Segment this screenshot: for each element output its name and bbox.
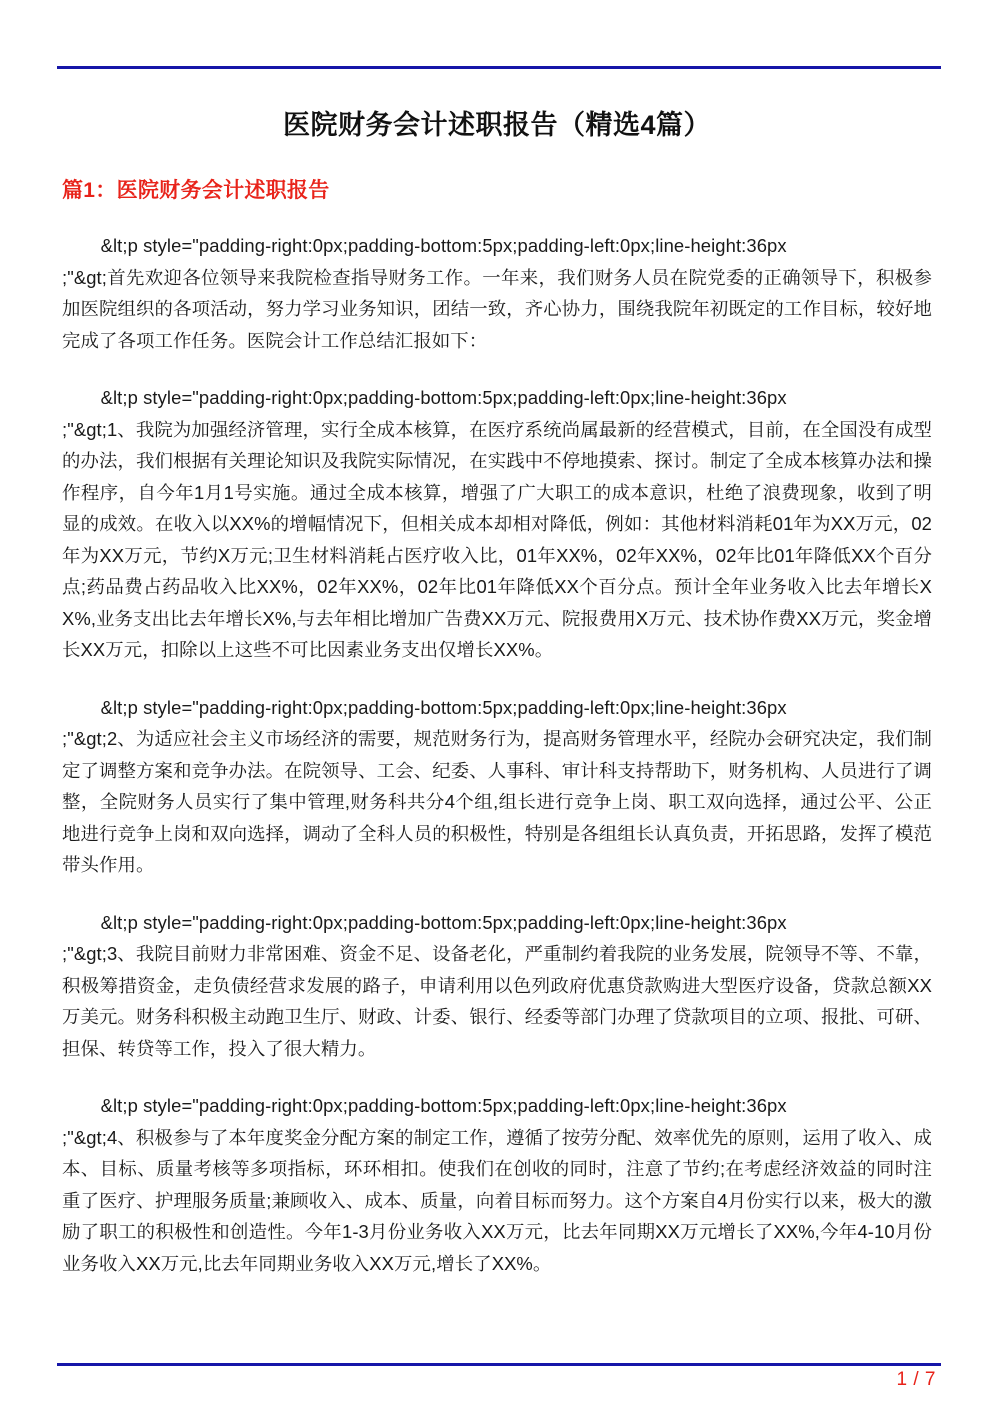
page-title: 医院财务会计述职报告（精选4篇）	[282, 110, 711, 140]
footer-rule	[57, 1363, 941, 1366]
paragraph-body: ;"&gt;首先欢迎各位领导来我院检查指导财务工作。一年来，我们财务人员在院党委的正确领导下，积极参加医院组织的各项活动，努力学习业务知识，团结一致，齐心协力，围绕我院年初既定的工作目标，较好地完成了各项工作任务。医院会计工作总结汇报如下：	[62, 266, 932, 351]
paragraph-block	[62, 692, 932, 881]
section-heading: 篇1：医院财务会计述职报告	[62, 179, 330, 203]
paragraph-block	[62, 907, 932, 1065]
paragraph-block	[62, 230, 932, 356]
document-content	[62, 108, 932, 1279]
paragraph-block	[62, 1090, 932, 1279]
paragraph-block	[62, 382, 932, 666]
paragraph-body: ;"&gt;1、我院为加强经济管理，实行全成本核算，在医疗系统尚属最新的经营模式，目前，在全国没有成型的办法，我们根据有关理论知识及我院实际情况，在实践中不停地摸索、探讨。制定了全成本核算办法和操作程序，自今年1月1号实施。通过全成本核算，增强了广大职工的成本意识，杜绝了浪费现象，收到了明显的成效。在收入以XX%的增幅情况下，但相关成本却相对降低，例如：其他材料消耗01年为XX万元，02年为XX万元，节约X万元;卫生材料消耗占医疗收入比，01年XX%，02年XX%，02年比01年降低XX个百分点;药品费占药品收入比XX%，02年XX%，02年比01年降低XX个百分点。预计全年业务收入比去年增长XX%,业务支出比去年增长X%,与去年相比增加广告费XX万元、院报费用X万元、技术协作费XX万元，奖金增长XX万元，扣除以上这些不可比因素业务支出仅增长XX%。	[62, 418, 932, 661]
paragraph-body: ;"&gt;3、我院目前财力非常困难、资金不足、设备老化，严重制约着我院的业务发展，院领导不等、不靠，积极筹措资金，走负债经营求发展的路子，申请利用以色列政府优惠贷款购进大型医疗设备，贷款总额XX万美元。财务科积极主动跑卫生厅、财政、计委、银行、经委等部门办理了贷款项目的立项、报批、可研、担保、转贷等工作，投入了很大精力。	[62, 943, 932, 1059]
header-rule	[57, 66, 941, 69]
paragraph-markup-lead: &lt;p style="padding-right:0px;padding-bottom:5px;padding-left:0px;line-height:36px	[100, 387, 787, 409]
paragraph-body: ;"&gt;4、积极参与了本年度奖金分配方案的制定工作，遵循了按劳分配、效率优先的原则，运用了收入、成本、目标、质量考核等多项指标，环环相扣。使我们在创收的同时，注意了节约;在考虑经济效益的同时注重了医疗、护理服务质量;兼顾收入、成本、质量，向着目标而努力。这个方案自4月份实行以来，极大的激励了职工的积极性和创造性。今年1-3月份业务收入XX万元，比去年同期XX万元增长了XX%,今年4-10月份业务收入XX万元,比去年同期业务收入XX万元,增长了XX%。	[62, 1126, 932, 1274]
paragraph-markup-lead: &lt;p style="padding-right:0px;padding-bottom:5px;padding-left:0px;line-height:36px	[100, 235, 787, 257]
paragraph-markup-lead: &lt;p style="padding-right:0px;padding-bottom:5px;padding-left:0px;line-height:36px	[100, 911, 787, 933]
paragraph-body: ;"&gt;2、为适应社会主义市场经济的需要，规范财务行为，提高财务管理水平，经院办会研究决定，我们制定了调整方案和竞争办法。在院领导、工会、纪委、人事科、审计科支持帮助下，财务机构、人员进行了调整，全院财务人员实行了集中管理,财务科共分4个组,组长进行竞争上岗、职工双向选择，通过公平、公正地进行竞争上岗和双向选择，调动了全科人员的积极性，特别是各组组长认真负责，开拓思路，发挥了模范带头作用。	[62, 728, 932, 876]
paragraph-markup-lead: &lt;p style="padding-right:0px;padding-bottom:5px;padding-left:0px;line-height:36px	[100, 696, 787, 718]
page-number: 1 / 7	[896, 1369, 936, 1390]
paragraph-markup-lead: &lt;p style="padding-right:0px;padding-bottom:5px;padding-left:0px;line-height:36px	[100, 1095, 787, 1117]
